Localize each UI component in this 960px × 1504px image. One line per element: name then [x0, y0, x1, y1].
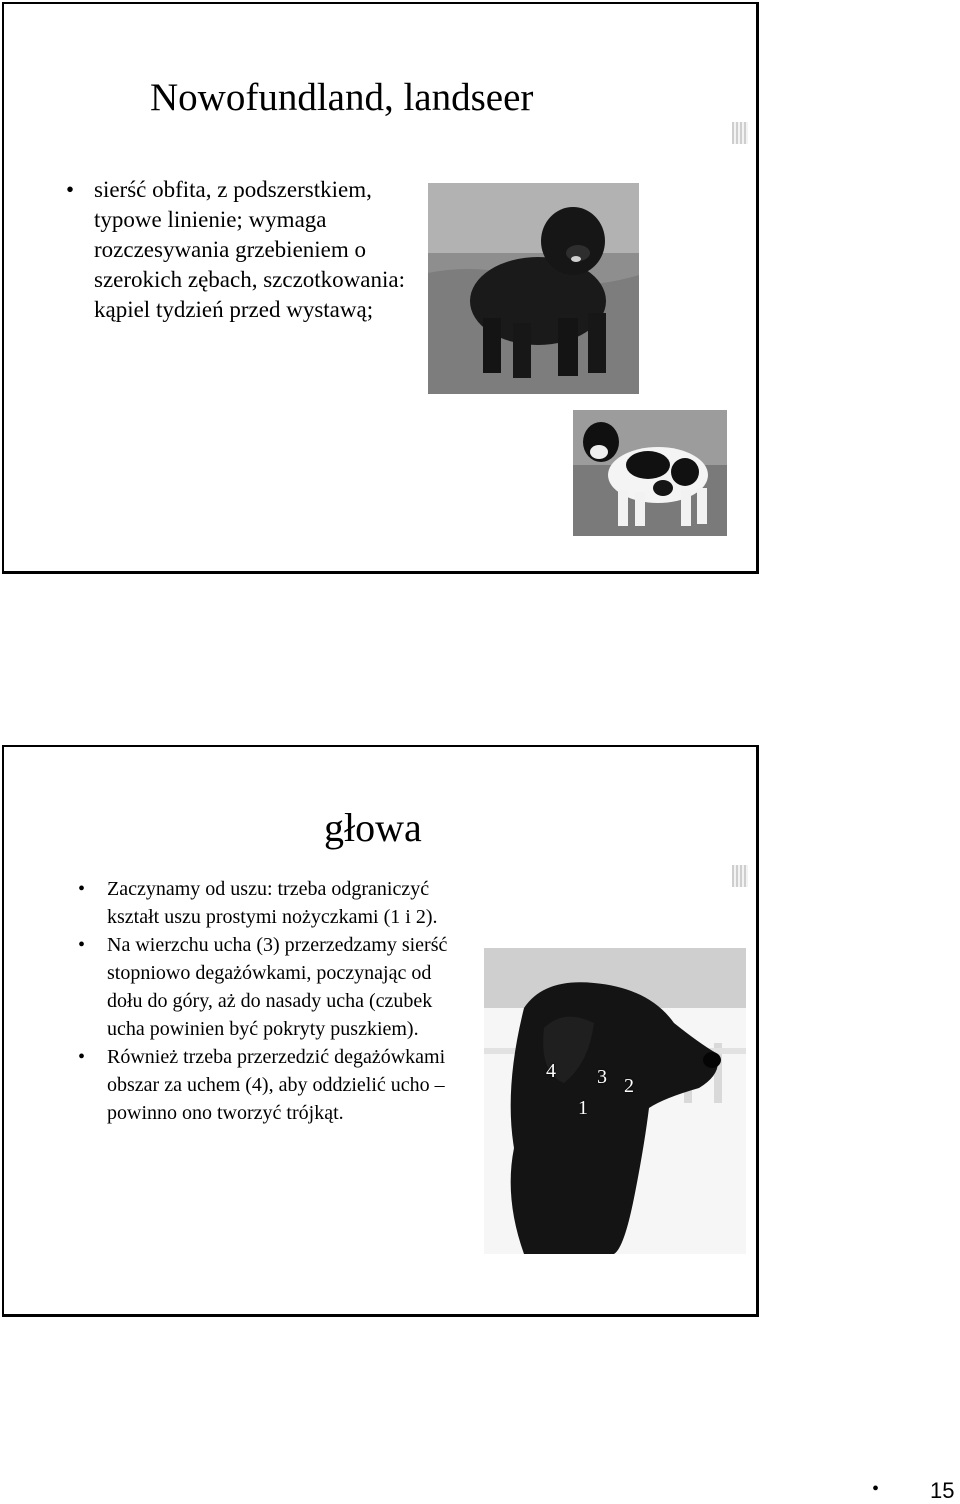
footer-bullet: •: [872, 1478, 880, 1500]
landseer-photo: [573, 410, 727, 536]
black-newfoundland-photo: [428, 183, 639, 394]
dog-head-grooming-photo: [484, 948, 746, 1254]
slide-corner-mark: [732, 122, 748, 144]
page-number: 15: [930, 1478, 955, 1503]
slide-2-bullet: • Również trzeba przerzedzić degażówkami obszar za uchem (4), aby oddzielić ucho – powinno ono tworzyć trójkąt.: [107, 1043, 457, 1127]
slide-1-bullet: • sierść obfita, z podszerstkiem, typowe linienie; wymaga rozczesywania grzebieniem o szerokich zębach, szczotkowania: kąpiel tydzień przed wystawą;: [94, 175, 414, 325]
photo-label-2: 2: [624, 1075, 634, 1097]
slide-2-bullet-list: [107, 875, 457, 1127]
slide-2-title: głowa: [324, 805, 422, 850]
slide-corner-mark: [732, 865, 748, 887]
photo-label-1: 1: [578, 1097, 588, 1119]
slide-1-bullet-list: [94, 175, 414, 325]
slide-2-bullet: • Zaczynamy od uszu: trzeba odgraniczyć kształt uszu prostymi nożyczkami (1 i 2).: [107, 875, 457, 931]
slide-2-bullet: • Na wierzchu ucha (3) przerzedzamy sierść stopniowo degażówkami, poczynając od dołu do góry, aż do nasady ucha (czubek ucha powinien być pokryty puszkiem).: [107, 931, 457, 1043]
photo-label-3: 3: [597, 1066, 607, 1088]
photo-label-4: 4: [546, 1060, 556, 1082]
slide-1-title: Nowofundland, landseer: [150, 76, 534, 119]
